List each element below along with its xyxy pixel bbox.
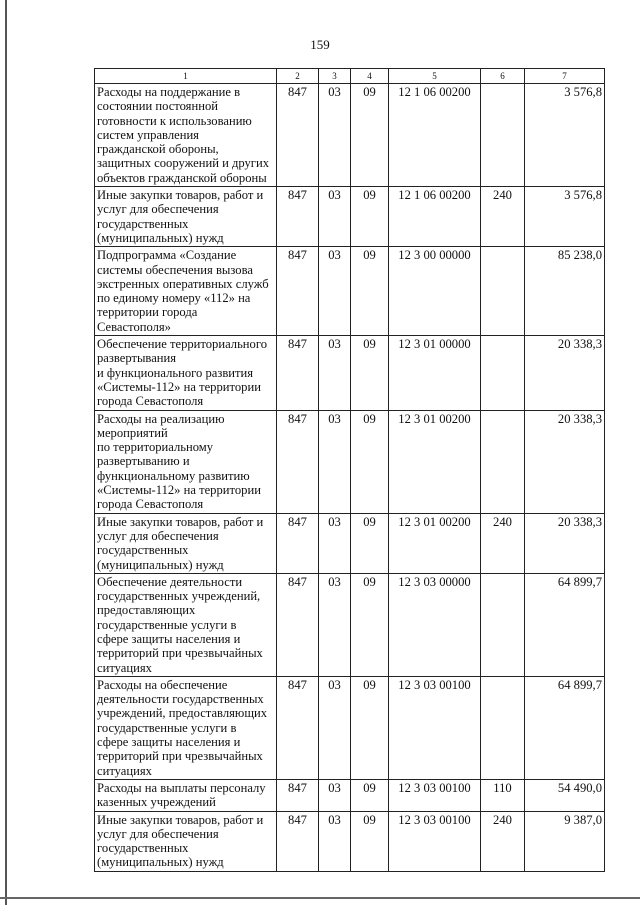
header-row [95,69,605,84]
section-code: 03 [319,84,351,187]
target-article-code: 12 3 03 00100 [389,811,481,871]
amount: 20 338,3 [525,336,605,410]
section-code: 03 [319,811,351,871]
expense-type-code [481,336,525,410]
scan-edge-bottom [0,897,640,899]
column-header: 5 [389,69,481,84]
column-header: 3 [319,69,351,84]
amount: 9 387,0 [525,811,605,871]
expense-type-code [481,573,525,676]
page-number: 159 [310,37,330,52]
expense-type-code: 110 [481,779,525,811]
ministry-code: 847 [277,247,319,336]
amount: 20 338,3 [525,513,605,573]
target-article-code: 12 3 03 00100 [389,779,481,811]
column-header: 6 [481,69,525,84]
table-row [95,676,605,779]
ministry-code: 847 [277,84,319,187]
ministry-code: 847 [277,187,319,247]
ministry-code: 847 [277,410,319,513]
line-item-name: Расходы на обеспечение деятельности государственных учреждений, предоставляющих государственные услуги в сфере защиты населения и территорий при чрезвычайных ситуациях [95,676,277,779]
line-item-name: Иные закупки товаров, работ и услуг для обеспечения государственных (муниципальных) нужд [95,513,277,573]
target-article-code: 12 3 01 00200 [389,513,481,573]
line-item-name: Расходы на поддержание в состоянии постоянной готовности к использованию систем управления гражданской обороны, защитных сооружений и других объектов гражданской обороны [95,84,277,187]
ministry-code: 847 [277,573,319,676]
amount: 54 490,0 [525,779,605,811]
table-row [95,573,605,676]
amount: 20 338,3 [525,410,605,513]
expense-type-code: 240 [481,513,525,573]
target-article-code: 12 3 03 00000 [389,573,481,676]
column-header: 1 [95,69,277,84]
table-row [95,513,605,573]
subsection-code: 09 [351,336,389,410]
table-body [95,84,605,872]
line-item-name: Обеспечение деятельности государственных учреждений, предоставляющих государственные услуги в сфере защиты населения и территорий при чрезвычайных ситуациях [95,573,277,676]
expense-type-code [481,676,525,779]
expense-type-code [481,247,525,336]
target-article-code: 12 3 01 00200 [389,410,481,513]
table-row [95,187,605,247]
line-item-name: Подпрограмма «Создание системы обеспечения вызова экстренных оперативных служб по единому номеру «112» на территории города Севастополя» [95,247,277,336]
ministry-code: 847 [277,336,319,410]
amount: 3 576,8 [525,84,605,187]
ministry-code: 847 [277,779,319,811]
target-article-code: 12 3 03 00100 [389,676,481,779]
section-code: 03 [319,336,351,410]
subsection-code: 09 [351,811,389,871]
subsection-code: 09 [351,676,389,779]
budget-table [94,68,605,872]
subsection-code: 09 [351,513,389,573]
subsection-code: 09 [351,573,389,676]
line-item-name: Иные закупки товаров, работ и услуг для обеспечения государственных (муниципальных) нужд [95,811,277,871]
line-item-name: Расходы на реализацию мероприятий по территориальному развертыванию и функциональному развитию «Системы-112» на территории города Севастополя [95,410,277,513]
amount: 3 576,8 [525,187,605,247]
target-article-code: 12 3 00 00000 [389,247,481,336]
table-row [95,779,605,811]
column-header: 7 [525,69,605,84]
table-row [95,336,605,410]
amount: 64 899,7 [525,676,605,779]
target-article-code: 12 1 06 00200 [389,187,481,247]
scan-edge-left [5,0,7,905]
expense-type-code: 240 [481,187,525,247]
subsection-code: 09 [351,84,389,187]
subsection-code: 09 [351,247,389,336]
table-row [95,410,605,513]
expense-type-code [481,84,525,187]
expense-type-code: 240 [481,811,525,871]
ministry-code: 847 [277,513,319,573]
target-article-code: 12 3 01 00000 [389,336,481,410]
column-header: 2 [277,69,319,84]
section-code: 03 [319,187,351,247]
table-row [95,84,605,187]
table-row [95,811,605,871]
section-code: 03 [319,779,351,811]
section-code: 03 [319,513,351,573]
amount: 64 899,7 [525,573,605,676]
target-article-code: 12 1 06 00200 [389,84,481,187]
column-header: 4 [351,69,389,84]
subsection-code: 09 [351,410,389,513]
subsection-code: 09 [351,187,389,247]
table-row [95,247,605,336]
section-code: 03 [319,573,351,676]
section-code: 03 [319,410,351,513]
expense-type-code [481,410,525,513]
line-item-name: Обеспечение территориального развертывания и функционального развития «Системы-112» на территории города Севастополя [95,336,277,410]
ministry-code: 847 [277,811,319,871]
section-code: 03 [319,247,351,336]
subsection-code: 09 [351,779,389,811]
ministry-code: 847 [277,676,319,779]
section-code: 03 [319,676,351,779]
line-item-name: Расходы на выплаты персоналу казенных учреждений [95,779,277,811]
amount: 85 238,0 [525,247,605,336]
line-item-name: Иные закупки товаров, работ и услуг для обеспечения государственных (муниципальных) нужд [95,187,277,247]
